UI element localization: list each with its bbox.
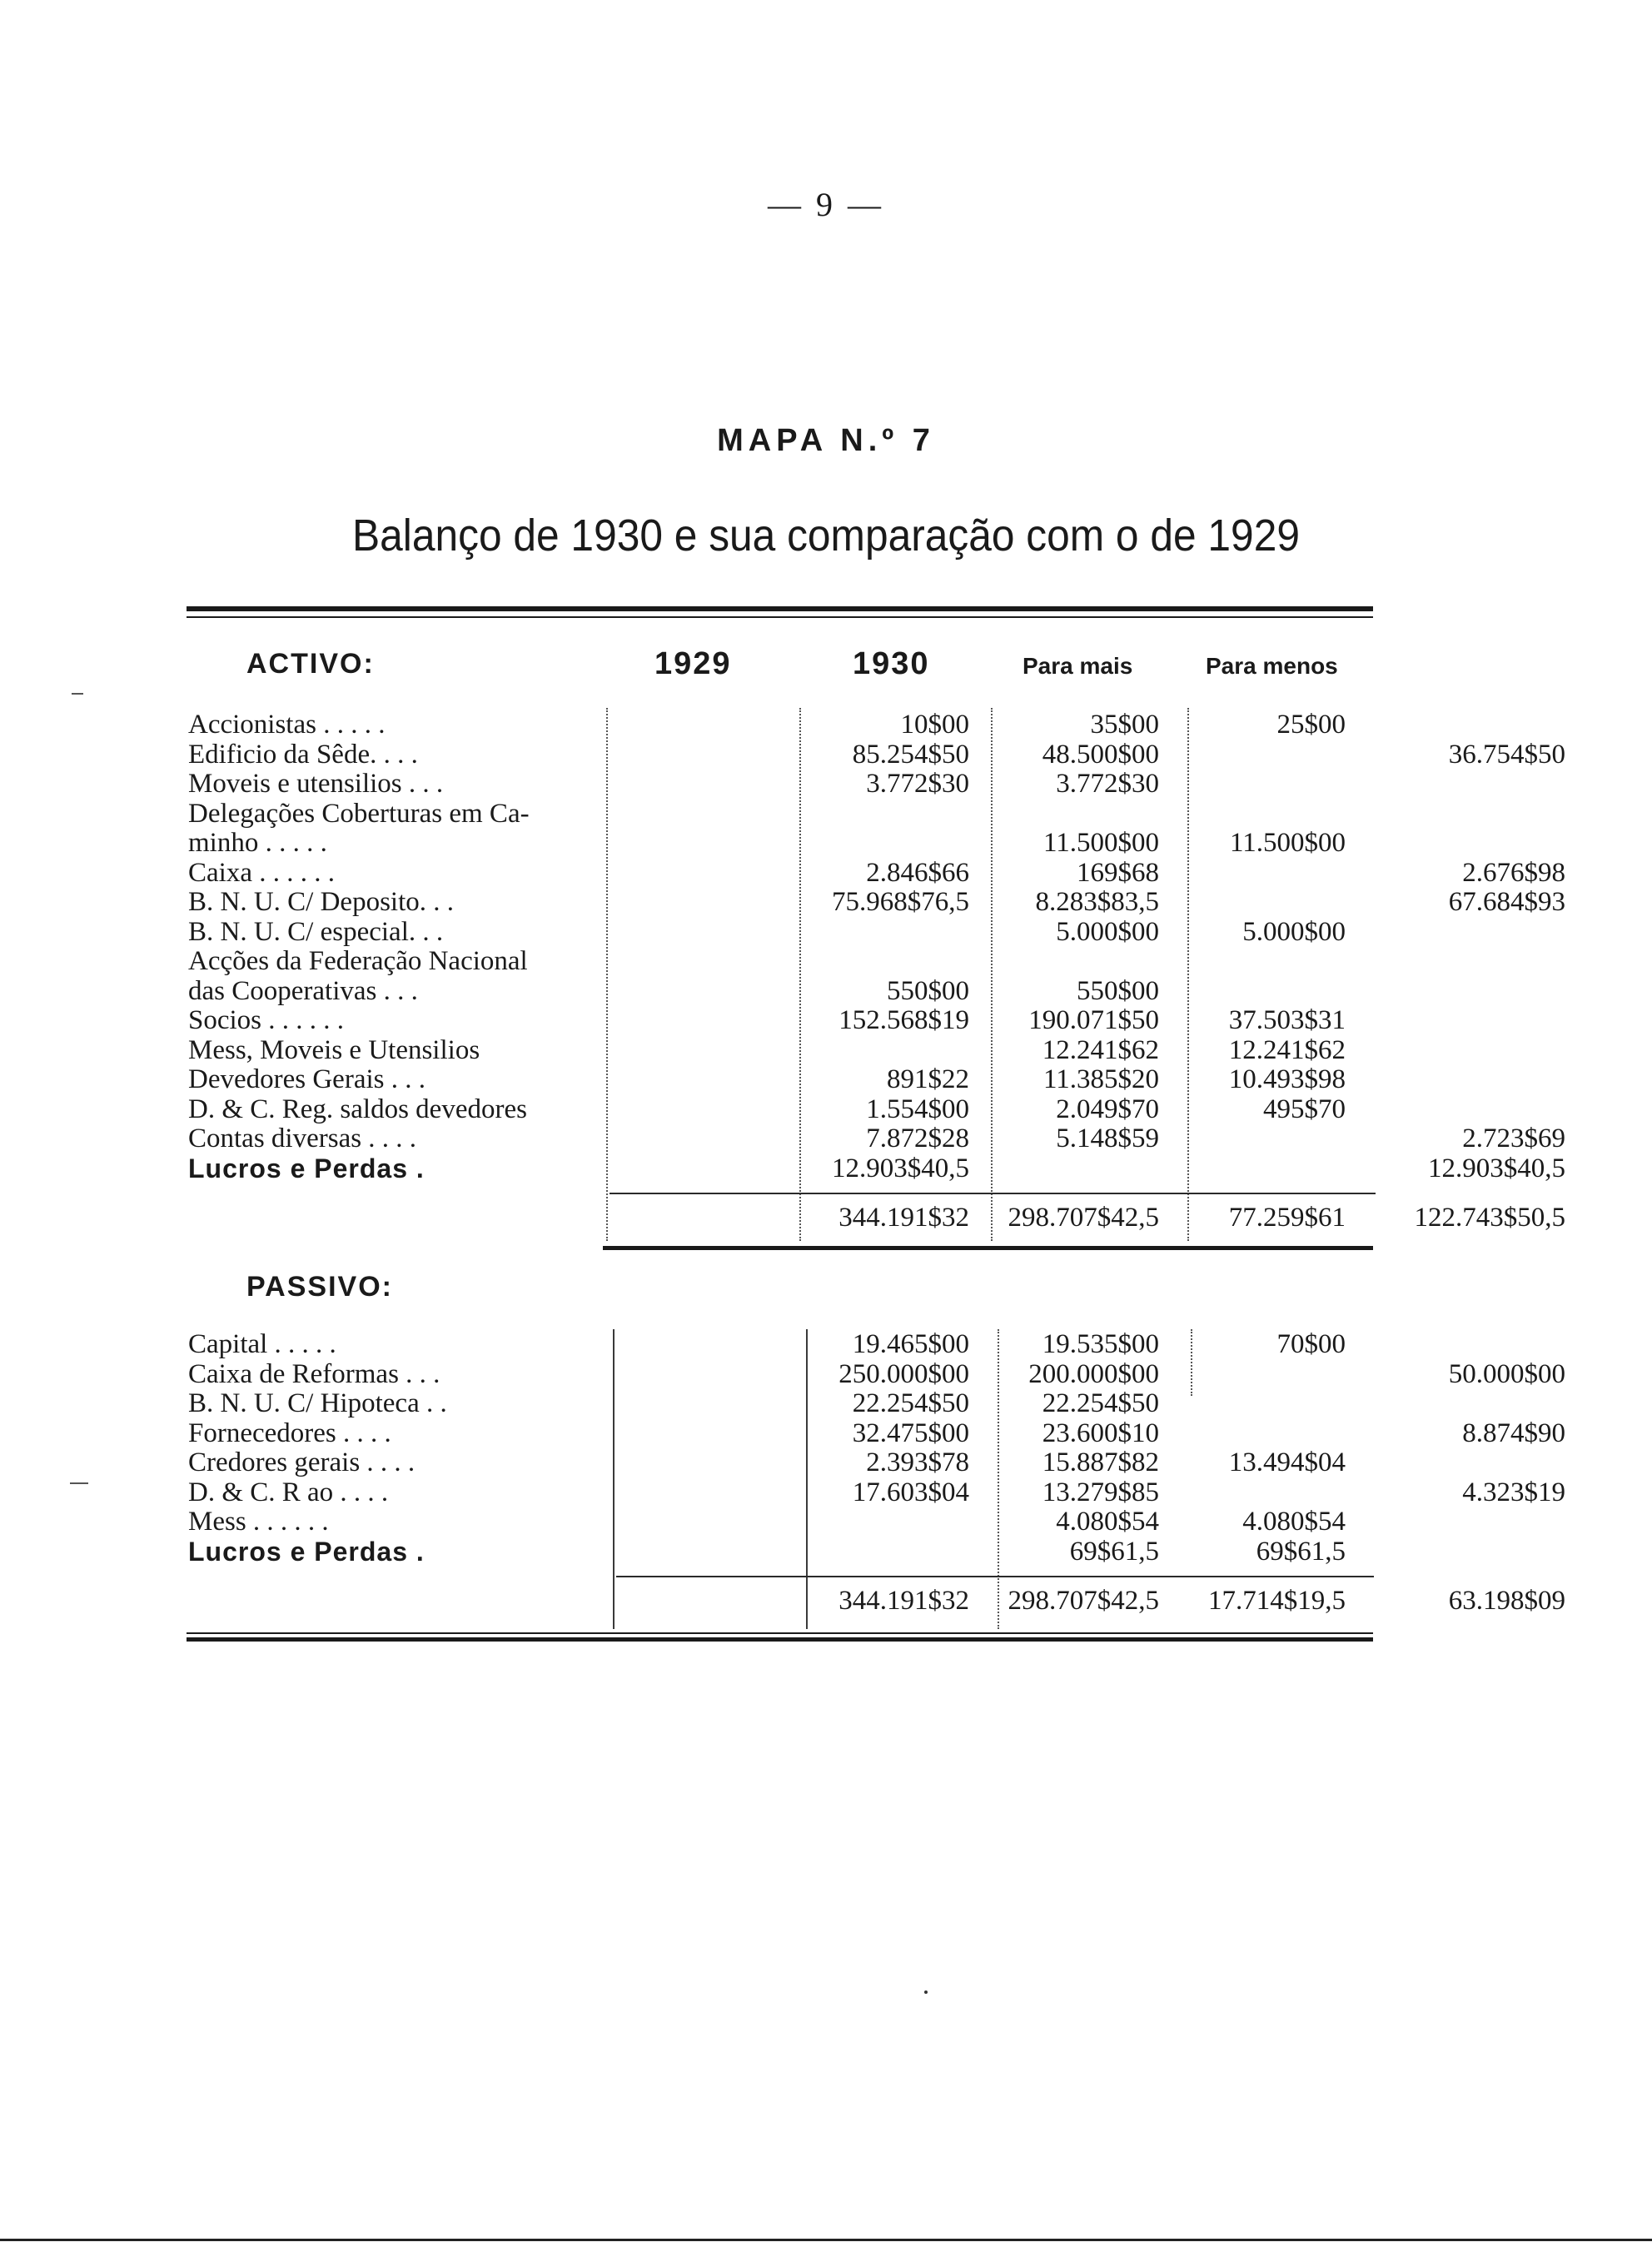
passivo-table-row	[187, 1537, 1377, 1567]
activo-table-row	[187, 769, 1377, 799]
passivo-heading: PASSIVO:	[246, 1271, 393, 1303]
activo-row-value-para-menos: 36.754$50	[1448, 739, 1565, 770]
activo-row-label: Moveis e utensilios . . .	[188, 769, 444, 799]
activo-total-mais: 77.259$61	[1228, 1203, 1346, 1233]
passivo-table-row	[187, 1417, 1565, 1448]
document-title: Balanço de 1930 e sua comparação com o de 1929	[352, 511, 1300, 561]
column-header-para-mais: Para mais	[1023, 653, 1133, 679]
passivo-row-value-para-mais: 4.080$54	[1242, 1507, 1346, 1537]
passivo-row-label: Credores gerais . . . .	[188, 1447, 415, 1477]
column-header-para-menos: Para menos	[1206, 653, 1338, 679]
passivo-row-value-1930: 200.000$00	[1028, 1358, 1159, 1389]
passivo-row-value-1929: 17.603$04	[852, 1477, 969, 1507]
passivo-row-label: Caixa de Reformas . . .	[188, 1358, 440, 1389]
passivo-row-label: Capital . . . . .	[188, 1329, 336, 1359]
passivo-sum-line	[616, 1576, 1374, 1577]
activo-table-row	[187, 976, 1377, 1006]
activo-row-label: das Cooperativas . . .	[188, 975, 418, 1006]
passivo-row-value-para-mais: 13.494$04	[1228, 1447, 1346, 1477]
passivo-table-row	[187, 1477, 1565, 1507]
map-title: MAPA N.º 7	[717, 423, 935, 458]
activo-row-value-1930: 8.283$83,5	[1035, 887, 1159, 917]
passivo-row-value-1929: 250.000$00	[838, 1358, 969, 1389]
passivo-row-value-para-menos: 50.000$00	[1448, 1358, 1565, 1389]
passivo-table-row	[187, 1388, 1377, 1418]
activo-row-value-para-menos: 67.684$93	[1448, 887, 1565, 917]
activo-row-label: B. N. U. C/ Deposito. . .	[188, 887, 455, 917]
passivo-table-row	[187, 1507, 1377, 1537]
activo-row-value-1930: 11.500$00	[1042, 828, 1159, 858]
passivo-row-label: Fornecedores . . . .	[188, 1417, 391, 1448]
passivo-row-value-1929: 32.475$00	[852, 1417, 969, 1448]
top-rule-thick	[187, 606, 1373, 611]
activo-row-label: Contas diversas . . . .	[188, 1124, 417, 1153]
activo-row-label: Mess, Moveis e Utensilios	[188, 1034, 480, 1065]
top-rule-thin	[187, 616, 1373, 618]
column-header-1929: 1929	[654, 646, 732, 681]
activo-table-row	[187, 710, 1377, 740]
activo-row-label: Delegações Coberturas em Ca-	[188, 798, 530, 829]
activo-row-value-1930: 48.500$00	[1042, 739, 1159, 770]
activo-row-value-1929: 550$00	[887, 975, 969, 1006]
activo-table-row	[187, 1035, 1377, 1065]
activo-row-label: Devedores Gerais . . .	[188, 1064, 425, 1094]
passivo-row-label: D. & C. R ao . . . .	[188, 1477, 389, 1507]
activo-bottom-rule-thick	[603, 1246, 1373, 1250]
activo-table-row	[187, 799, 1377, 829]
activo-row-value-1930: 35$00	[1090, 710, 1159, 740]
activo-row-value-para-mais: 12.241$62	[1228, 1034, 1346, 1065]
activo-table-row	[187, 917, 1377, 947]
activo-row-label: minho . . . . .	[188, 828, 327, 858]
column-header-1930: 1930	[853, 646, 930, 681]
passivo-total-1930: 298.707$42,5	[1008, 1586, 1159, 1616]
activo-table-row	[187, 828, 1377, 858]
activo-row-value-1930: 5.000$00	[1056, 916, 1159, 947]
passivo-row-value-1929: 22.254$50	[852, 1388, 969, 1418]
passivo-row-value-para-menos: 8.874$90	[1462, 1417, 1565, 1448]
passivo-total-row	[187, 1586, 1565, 1616]
activo-row-value-1930: 190.071$50	[1028, 1005, 1159, 1035]
activo-total-row	[187, 1203, 1565, 1233]
passivo-table-row	[187, 1329, 1377, 1359]
activo-row-value-1930: 12.241$62	[1042, 1034, 1159, 1065]
passivo-total-mais: 17.714$19,5	[1208, 1586, 1346, 1616]
activo-heading: ACTIVO:	[246, 648, 375, 680]
activo-row-value-1929: 1.554$00	[866, 1094, 969, 1124]
passivo-row-label: B. N. U. C/ Hipoteca . .	[188, 1388, 447, 1418]
activo-row-value-1929: 12.903$40,5	[832, 1153, 969, 1183]
page-number: — 9 —	[768, 186, 884, 223]
activo-row-value-1929: 152.568$19	[838, 1005, 969, 1035]
activo-row-value-1930: 2.049$70	[1056, 1094, 1159, 1124]
passivo-row-value-para-mais: 69$61,5	[1256, 1536, 1346, 1567]
activo-row-value-para-mais: 10.493$98	[1228, 1064, 1346, 1094]
activo-row-value-1930: 11.385$20	[1042, 1064, 1159, 1094]
activo-row-value-para-mais: 5.000$00	[1242, 916, 1346, 947]
activo-row-value-1930: 5.148$59	[1056, 1124, 1159, 1153]
activo-row-label: Socios . . . . . .	[188, 1005, 345, 1035]
activo-row-label: B. N. U. C/ especial. . .	[188, 916, 444, 947]
activo-row-value-1929: 891$22	[887, 1064, 969, 1094]
passivo-row-value-1930: 22.254$50	[1042, 1388, 1159, 1418]
activo-table-row	[187, 739, 1565, 770]
passivo-total-1929: 344.191$32	[838, 1586, 969, 1616]
page-bottom-edge	[0, 2239, 1652, 2241]
bottom-rule-thin	[187, 1632, 1373, 1634]
activo-row-label: Acções da Federação Nacional	[188, 946, 528, 976]
activo-row-value-1930: 550$00	[1077, 975, 1159, 1006]
activo-row-value-1929: 7.872$28	[866, 1124, 969, 1153]
activo-row-value-para-menos: 12.903$40,5	[1428, 1153, 1565, 1183]
activo-table-row	[187, 857, 1565, 888]
activo-row-value-para-mais: 11.500$00	[1229, 828, 1346, 858]
passivo-row-value-1930: 4.080$54	[1056, 1507, 1159, 1537]
activo-sum-line	[610, 1193, 1376, 1194]
passivo-row-value-1930: 13.279$85	[1042, 1477, 1159, 1507]
margin-mark	[70, 1482, 88, 1484]
activo-table-row	[187, 1124, 1565, 1153]
bottom-rule-thick	[187, 1637, 1373, 1642]
activo-row-value-para-mais: 495$70	[1263, 1094, 1346, 1124]
passivo-table-row	[187, 1447, 1377, 1477]
activo-row-value-para-mais: 25$00	[1276, 710, 1346, 740]
passivo-row-value-1929: 2.393$78	[866, 1447, 969, 1477]
passivo-row-value-1930: 23.600$10	[1042, 1417, 1159, 1448]
activo-row-value-1930: 169$68	[1077, 857, 1159, 888]
activo-total-menos: 122.743$50,5	[1414, 1203, 1565, 1233]
activo-row-value-para-mais: 37.503$31	[1228, 1005, 1346, 1035]
activo-row-label: Edificio da Sêde. . . .	[188, 739, 418, 770]
margin-mark	[72, 693, 83, 695]
activo-row-value-1929: 2.846$66	[866, 857, 969, 888]
activo-table-row	[187, 1005, 1377, 1035]
activo-row-value-para-menos: 2.723$69	[1462, 1124, 1565, 1153]
passivo-row-value-1930: 69$61,5	[1069, 1536, 1159, 1567]
passivo-row-value-1929: 19.465$00	[852, 1329, 969, 1359]
activo-row-value-1929: 75.968$76,5	[832, 887, 969, 917]
passivo-row-value-1930: 19.535$00	[1042, 1329, 1159, 1359]
activo-row-label: Lucros e Perdas .	[188, 1153, 425, 1183]
activo-row-value-1929: 3.772$30	[866, 769, 969, 799]
activo-total-1929: 344.191$32	[838, 1203, 969, 1233]
activo-total-1930: 298.707$42,5	[1008, 1203, 1159, 1233]
activo-row-label: Accionistas . . . . .	[188, 710, 386, 740]
activo-row-value-1929: 85.254$50	[852, 739, 969, 770]
passivo-total-menos: 63.198$09	[1448, 1586, 1565, 1616]
activo-row-value-1929: 10$00	[900, 710, 969, 740]
passivo-row-label: Lucros e Perdas .	[188, 1536, 425, 1567]
activo-table-row	[187, 1064, 1377, 1094]
activo-table-row	[187, 1094, 1377, 1124]
activo-table-row	[187, 887, 1565, 917]
passivo-row-value-1930: 15.887$82	[1042, 1447, 1159, 1477]
activo-row-value-para-menos: 2.676$98	[1462, 857, 1565, 888]
passivo-row-value-para-menos: 4.323$19	[1462, 1477, 1565, 1507]
activo-table-row	[187, 946, 1377, 976]
activo-row-label: Caixa . . . . . .	[188, 857, 335, 888]
activo-table-row	[187, 1153, 1565, 1183]
scan-speck	[924, 1990, 928, 1994]
activo-row-label: D. & C. Reg. saldos devedores	[188, 1094, 527, 1124]
passivo-table-row	[187, 1358, 1565, 1389]
activo-row-value-1930: 3.772$30	[1056, 769, 1159, 799]
passivo-row-label: Mess . . . . . .	[188, 1507, 329, 1537]
passivo-row-value-para-mais: 70$00	[1276, 1329, 1346, 1359]
